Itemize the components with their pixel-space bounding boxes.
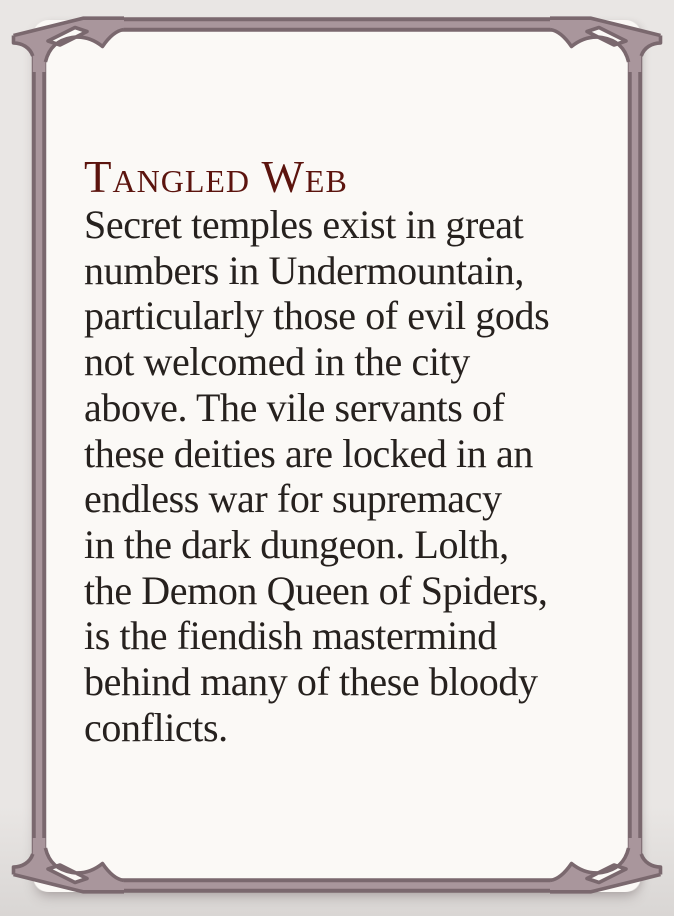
panel-title: Tangled Web [84,152,348,202]
panel-text-line: is the fiendish mastermind [84,613,497,659]
panel-text-line: behind many of these bloody [84,659,538,705]
panel-text-line: these deities are locked in an [84,430,533,476]
panel-text-line: above. The vile servants of [84,384,505,430]
panel-text-line: particularly those of evil gods [84,293,550,339]
panel-text-line: conflicts. [84,704,228,750]
panel-text-line: in the dark dungeon. Lolth, [84,521,509,567]
panel-text-line: endless war for supremacy [84,476,502,522]
panel-text-line: Secret temples exist in great [84,202,524,247]
panel-text-line: the Demon Queen of Spiders, [84,567,548,613]
panel-text-line: not welcomed in the city [84,339,470,385]
sidebar-panel [84,153,640,750]
panel-text-line: numbers in Undermountain, [84,247,524,293]
